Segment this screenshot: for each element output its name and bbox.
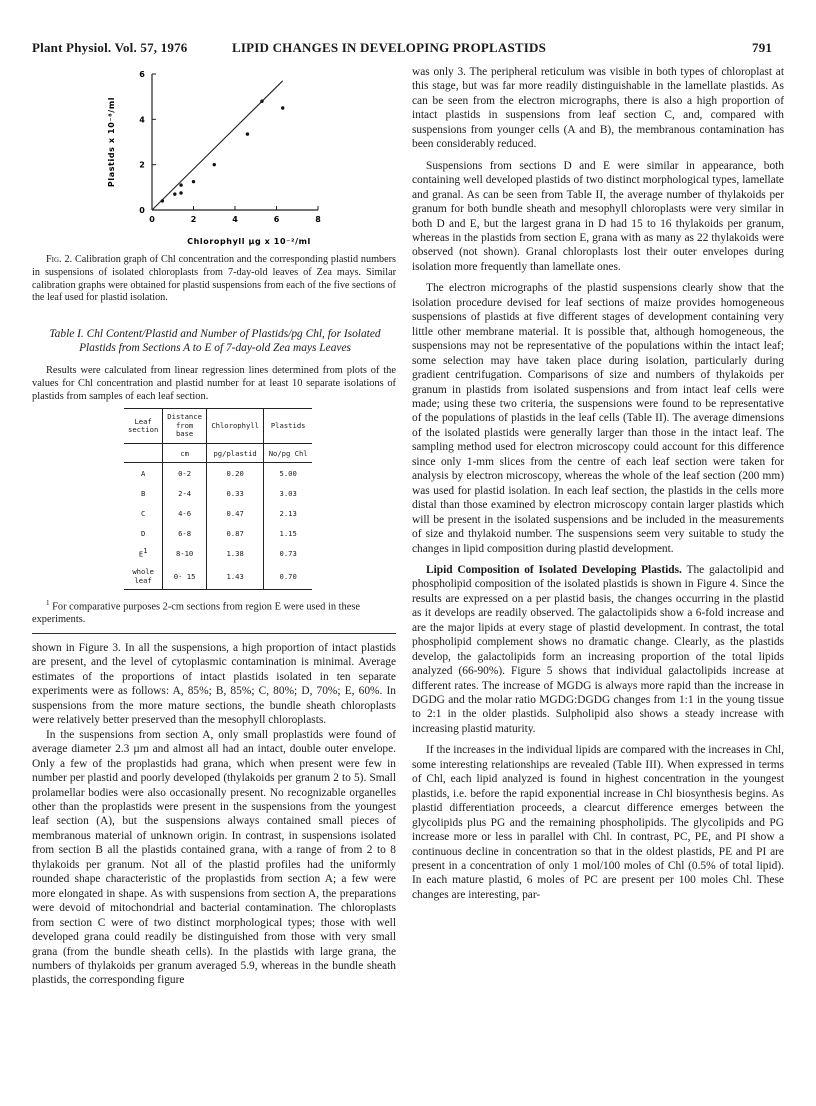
table-1-unit: cm <box>163 444 207 463</box>
section-heading: Lipid Composition of Isolated Developing Plastids. <box>426 563 682 576</box>
left-column <box>32 641 396 988</box>
x-tick-label: 6 <box>273 215 280 224</box>
running-header-journal: Plant Physiol. Vol. 57, 1976 <box>32 40 188 55</box>
table-cell: 4-6 <box>163 503 207 523</box>
table-row <box>124 523 312 543</box>
data-point <box>179 191 182 194</box>
table-cell: 8-10 <box>163 543 207 563</box>
table-cell: 2-4 <box>163 483 207 503</box>
data-point <box>281 106 284 109</box>
y-tick-label: 2 <box>139 160 145 170</box>
data-point <box>173 192 176 195</box>
paragraph: Suspensions from sections D and E were similar in appearance, both containing well developed plastids of two distinct morphological types, lamellate and granal. As can be seen from Table II, the average number of thylakoids per granum for both bundle sheath and mesophyll chloroplasts were very similar in both D and E, but the largest grana in D had 15 to 16 thylakoids per granum, whereas in the plastids from section E, grana with as many as 22 thylakoids were observed (not shown). Granal chloroplasts lost their outer envelopes during isolation more frequently than lamellate ones. <box>412 159 784 273</box>
table-cell: 0.73 <box>264 543 312 563</box>
table-1-header-distance: Distance from base <box>163 409 207 444</box>
table-1-footnote <box>32 597 396 626</box>
table-cell: 0-2 <box>163 463 207 484</box>
table-1-unit: pg/plastid <box>206 444 263 463</box>
table-cell: 2.13 <box>264 503 312 523</box>
table-cell: 5.00 <box>264 463 312 484</box>
table-1-unit <box>124 444 163 463</box>
x-tick-label: 8 <box>315 215 321 224</box>
paragraph: If the increases in the individual lipids are compared with the increases in Chl, some interesting relationships are revealed (Table III). When expressed in terms of Chl, each lipid analyzed is found in highest concentration in the youngest plastids, i.e. before the rapid exponential increase in Chl biosynthesis begins. As plastid differentiation proceeds, a clearcut difference emerges between the glycolipids plus PG and the remaining phospholipids. The glycolipids and PG increase more or less in parallel with Chl. In contrast, PC, PE, and PI show a continuous decline in concentration so that in the oldest plastids, PE and PI are present in a concentration of only 1 mol/100 moles of Chl (0.5% of total lipid). In each mature plastid, 6 moles of PC are present per 100 moles Chl. These changes are interesting, par- <box>412 744 784 901</box>
data-point <box>260 100 263 103</box>
table-cell: B <box>140 488 146 498</box>
table-cell: 3.03 <box>264 483 312 503</box>
table-1-header-chlorophyll: Chlorophyll <box>206 409 263 444</box>
y-tick-label: 0 <box>139 206 145 215</box>
paragraph <box>412 563 784 736</box>
table-row <box>124 543 312 563</box>
x-axis-label: Chlorophyll µg x 10⁻²/ml <box>187 237 311 246</box>
figure-2-label: Fig. 2. <box>46 254 73 265</box>
footnote-marker: 1 <box>46 599 50 607</box>
data-point <box>213 163 216 166</box>
table-cell: whole leaf <box>124 563 163 590</box>
table-cell: A <box>140 468 146 478</box>
x-tick-label: 0 <box>149 215 155 224</box>
paragraph: The electron micrographs of the plastid suspensions clearly show that the isolation procedure devised for leaf sections of maize provides homogeneous suspensions of plastids at five different stages of development containing very little other membrane material. It is possible that, although homogeneous, the suspensions may not be representative of the populations within the intact leaf; some selection may have taken place during isolation, particularly during gradient centrifugation. Comparisons of size and numbers of thylakoids per granum in plastids from isolated suspensions and from intact leaf cells were made; using these two criteria, the suspensions were found to be representative of the populations of plastids in the leaf cells (Table II). The average dimensions of the isolated plastids were generally larger than those in the intact leaf. The sampling method used for electron microscopy could account for this difference since only 1-mm slices from the centre of each leaf section were taken for analysis by electron microscopy, whereas the whole of the leaf section (200 mm) was used for plastid isolation. In each leaf section, the plastids in the cells more distal than those examined by electron microscopy contain larger plastids which will be present in the isolated suspensions and be included in the measurements of size and thylakoid number. The suspensions seem very suitable to study the changes in lipid composition during plastid development. <box>412 282 784 555</box>
table-cell: 0.33 <box>206 483 263 503</box>
data-point <box>246 132 249 135</box>
table-cell-text: E <box>138 549 144 559</box>
right-column <box>412 65 784 902</box>
table-cell: 1.15 <box>264 523 312 543</box>
table-cell: 0.70 <box>264 563 312 590</box>
table-cell: D <box>140 528 146 538</box>
paragraph: was only 3. The peripheral reticulum was visible in both types of chloroplast at this stage, but was far more readily distinguishable in the lamellate plastids. As can be seen from the electron micrographs, there is also a high proportion of intact plastids in suspensions from leaf section C, and, compared with suspensions from younger cells (A and B), the membranous contamination has been considerably reduced. <box>412 66 784 151</box>
paragraph: In the suspensions from section A, only small proplastids were found of average diameter 2.3 µm and almost all had an intact, double outer envelope. Only a few of the proplastids had grana, which when present were few in number per plastid and poorly developed (thylakoids per granum 2 to 5). Small prolamellar bodies were also occasionally present. No recognizable organelles other than the proplastids were present in the suspensions from the youngest leaf section (A), but the suspensions always contained small pieces of membranous material of unknown origin. In contrast, in suspensions isolated from section B all the plastids contained grana, with a range of from 2 to 8 thylakoids per granum. Not all of the plastid profiles had the uniformly rounded shape characteristic of the proplastids from section A; a few were more elongated in shape. As with suspensions from section A, the preparations were devoid of mitochondrial and bacterial contamination. The chloroplasts from section C were of two distinct morphological types; those with well developed grana could readily be distinguished from those with very small grana (from the bundle sheath cells). In the plastids with large grana, the numbers of thylakoids per granum averaged 5.9, whereas in the bundle sheath plastids, the corresponding figure <box>32 728 396 987</box>
y-tick-label: 6 <box>139 70 145 79</box>
table-cell: 1.43 <box>206 563 263 590</box>
data-point <box>179 183 182 186</box>
table-row <box>124 483 312 503</box>
data-point <box>161 199 164 202</box>
table-cell: 0.87 <box>206 523 263 543</box>
table-1-title: Table I. Chl Content/Plastid and Number of Plastids/pg Chl, for Isolated Plastids from Sections A to E of 7-day-old Zea mays Leaves <box>49 328 381 354</box>
table-1-note: Results were calculated from linear regression lines determined from plots of the values for Chl concentration and plastid number for at least 10 separate isolations of plastids from samples of each leaf section. <box>32 365 396 402</box>
x-tick-label: 4 <box>232 215 238 224</box>
table-1-footnote-text: For comparative purposes 2-cm sections from region E were used in these experiments. <box>32 601 360 626</box>
y-axis-label: Plastids x 10⁻⁸/ml <box>107 96 116 188</box>
table-1-header-section: Leaf section <box>124 409 163 444</box>
table-cell: C <box>140 508 146 518</box>
table-row <box>124 563 312 590</box>
footnote-marker: 1 <box>143 547 148 556</box>
table-cell: 0- 15 <box>163 563 207 590</box>
running-header-title: LIPID CHANGES IN DEVELOPING PROPLASTIDS <box>232 40 547 55</box>
paragraph-text: The galactolipid and phospholipid composition of the isolated plastids is shown in Figure 4. Since the results are expressed on a per plastid basis, the changes occurring in the plastid as it develops are readily observed. The galactolipids show a 6-fold increase and are the major lipids at every stage of plastid development. In contrast, the total phospholipid complement shows no dramatic change. Clearly, as the plastids develop, the galactolipids form an increasing proportion of the total lipids analyzed (66-90%). Figure 5 shows that individual galactolipids increase at different rates. The increase of MGDG is always more rapid than the increase in DGDG and the molar ratio MGDG:DGDG changes from 1:1 in the young tissue to 2:1 in the older plastids. Sulpholipid also shows a steady increase with increasing plastid maturity. <box>412 563 785 735</box>
section-divider <box>32 633 396 634</box>
table-cell: 1.38 <box>206 543 263 563</box>
paragraph: shown in Figure 3. In all the suspensions, a high proportion of intact plastids are present, and the level of cytoplasmic contamination is minimal. Average estimates of the proportions of intact plastids isolated in ten separate experiments were as follows: A, 85%; B, 85%; C, 80%; D, 70%; E, 60%. In suspensions from the more mature sections, the bundle sheath chloroplasts were relatively better preserved than the mesophyll chloroplasts. <box>32 642 396 727</box>
table-row <box>124 503 312 523</box>
table-cell: 6-8 <box>163 523 207 543</box>
data-point <box>192 180 195 183</box>
table-1-header-plastids: Plastids <box>264 409 312 444</box>
table-1 <box>124 408 312 590</box>
page-number: 791 <box>752 40 773 55</box>
figure-2-caption-text: Calibration graph of Chl concentration and the corresponding plastid numbers in suspensions of isolated chloroplasts from 7-day-old leaves of Zea mays. Similar calibration graphs were obtained for plastid suspensions from each of the five sections of the leaf used for plastid isolation. <box>32 254 396 304</box>
table-cell <box>124 543 163 563</box>
table-cell: 0.20 <box>206 463 263 484</box>
table-1-unit: No/pg Chl <box>264 444 312 463</box>
figure-2-caption <box>32 254 396 305</box>
table-cell: 0.47 <box>206 503 263 523</box>
x-tick-label: 2 <box>190 215 197 224</box>
figure-2-chart <box>100 60 340 250</box>
table-row <box>124 463 312 484</box>
y-tick-label: 4 <box>139 115 145 125</box>
